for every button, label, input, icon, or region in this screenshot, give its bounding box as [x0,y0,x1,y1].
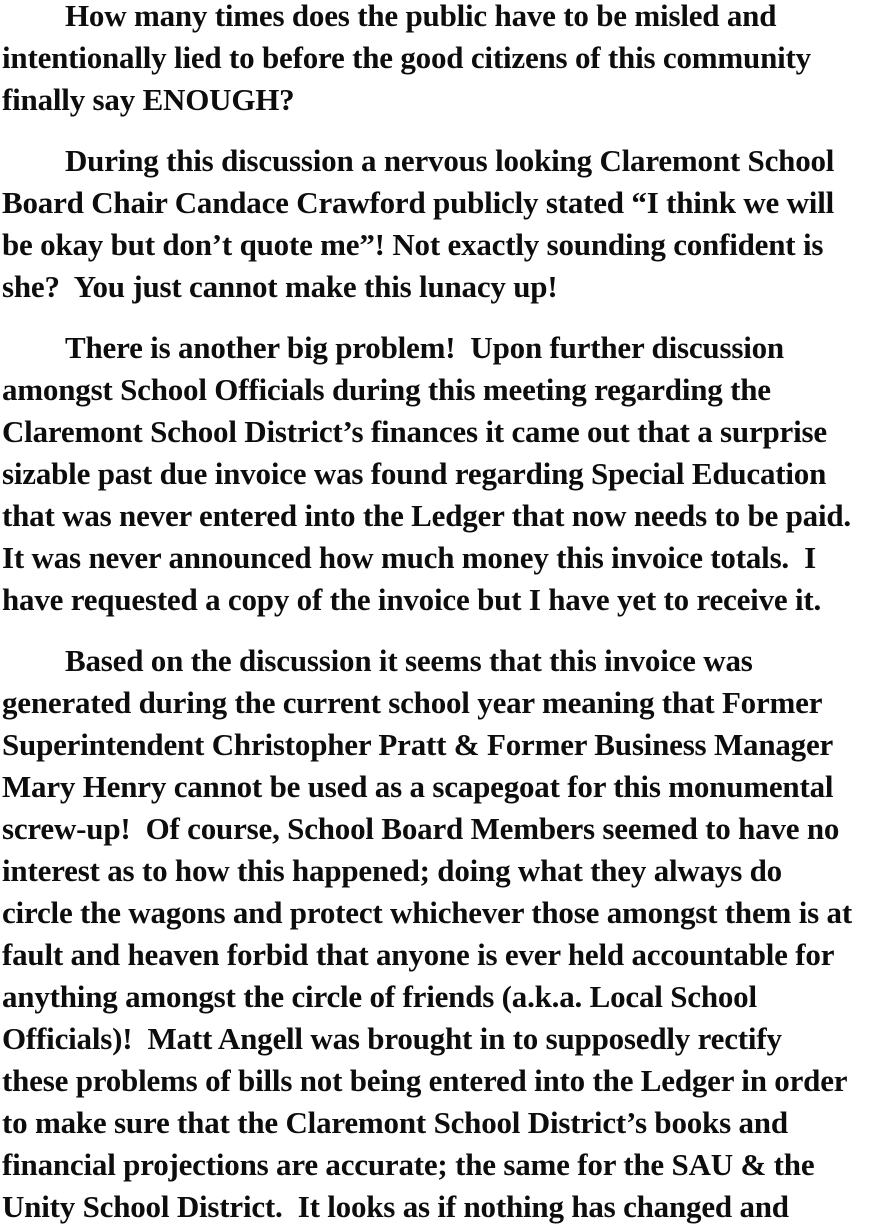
paragraph-4 [2,640,878,1228]
text-line: circle the wagons and protect whichever those amongst them is at [2,895,852,930]
paragraph-3 [2,327,878,621]
paragraph-2 [2,140,878,308]
text-line: It was never announced how much money this invoice totals. I [2,540,816,575]
text-line: be okay but don’t quote me”! Not exactly sounding confident is [2,227,824,262]
text-line: amongst School Officials during this meeting regarding the [2,372,771,407]
text-line: Board Chair Candace Crawford publicly stated “I think we will [2,185,835,220]
text-line: financial projections are accurate; the same for the SAU & the [2,1147,815,1182]
text-line: sizable past due invoice was found regarding Special Education [2,456,827,491]
text-line: interest as to how this happened; doing what they always do [2,853,782,888]
text-line: There is another big problem! Upon further discussion [65,330,784,365]
text-line: How many times does the public have to be misled and [65,0,777,33]
text-line: that was never entered into the Ledger that now needs to be paid. [2,498,851,533]
text-line: Mary Henry cannot be used as a scapegoat for this monumental [2,769,834,804]
paragraph-1 [2,0,878,121]
text-line: she? You just cannot make this lunacy up! [2,269,558,304]
text-line: Officials)! Matt Angell was brought in to supposedly rectify [2,1021,782,1056]
text-line: Superintendent Christopher Pratt & Former Business Manager [2,727,834,762]
text-line: fault and heaven forbid that anyone is ever held accountable for [2,937,835,972]
text-line: have requested a copy of the invoice but I have yet to receive it. [2,582,822,617]
text-line: During this discussion a nervous looking Claremont School [65,143,835,178]
text-line: Unity School District. It looks as if nothing has changed and [2,1189,789,1224]
text-line: Claremont School District’s finances it came out that a surprise [2,414,827,449]
text-line: Based on the discussion it seems that this invoice was [65,643,753,678]
text-line: screw-up! Of course, School Board Members seemed to have no [2,811,840,846]
text-line: generated during the current school year meaning that Former [2,685,823,720]
text-line: to make sure that the Claremont School District’s books and [2,1105,788,1140]
text-line: finally say ENOUGH? [2,82,295,117]
text-line: intentionally lied to before the good citizens of this community [2,40,811,75]
text-line: these problems of bills not being entered into the Ledger in order [2,1063,848,1098]
text-line: anything amongst the circle of friends (a.k.a. Local School [2,979,757,1014]
